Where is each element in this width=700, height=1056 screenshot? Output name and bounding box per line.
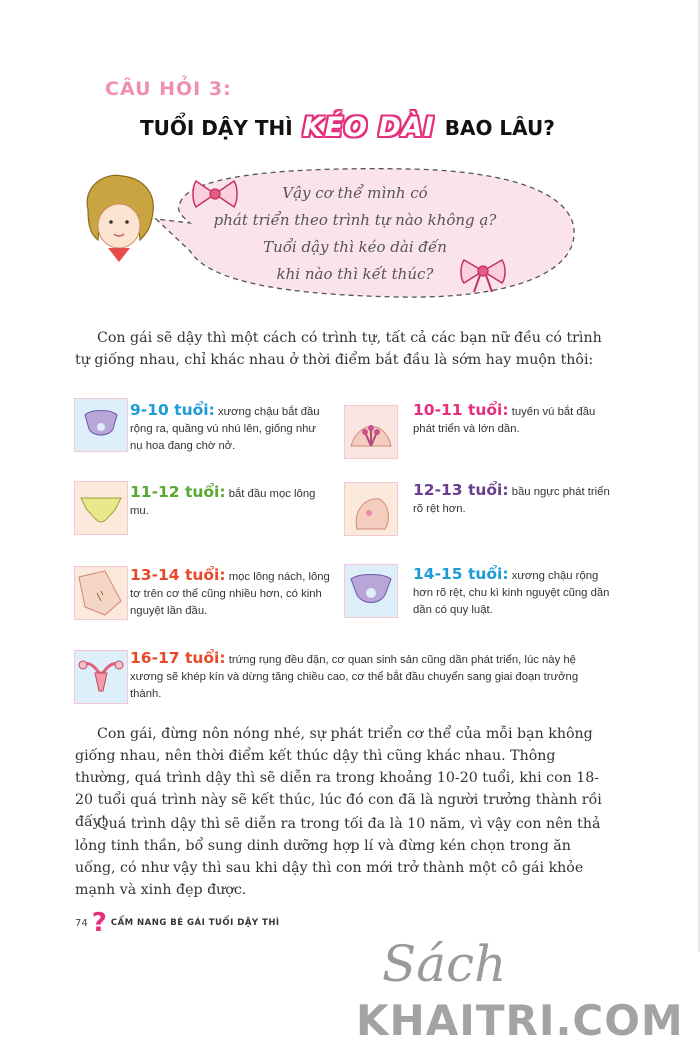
stage-age: 16-17 tuổi: xyxy=(130,649,226,667)
stage-description xyxy=(413,482,613,518)
uterus-icon xyxy=(75,651,127,703)
stage-thumbnail xyxy=(74,650,128,704)
title-part-1: TUỔI DẬY THÌ xyxy=(140,115,293,140)
bubble-text xyxy=(190,180,520,288)
stage-thumbnail xyxy=(344,482,398,536)
paragraph-2: Quá trình dậy thì sẽ diễn ra trong tối đa là 10 năm, vì vậy con nên thả lỏng tinh thần, bổ sung dinh dưỡng hợp lí và đừng kén chọn trong ăn uống, có như vậy thì sau khi dậy thì con mới trở thành một cô gái khỏe mạnh và xinh đẹp được. xyxy=(75,816,601,898)
page-footer xyxy=(75,908,280,938)
stage-age: 9-10 tuổi: xyxy=(130,401,215,419)
watermark-brand: KHAITRI.COM xyxy=(356,996,684,1045)
intro-paragraph: Con gái sẽ dậy thì một cách có trình tự, tất cả các bạn nữ đều có trình tự giống nhau, chỉ khác nhau ở thời điểm bắt đầu là sớm hay muộn thôi: xyxy=(75,330,602,368)
stage-text: bắt đầu mọc lông mu. xyxy=(130,488,316,517)
stage-thumbnail xyxy=(74,566,128,620)
stage-text: xương chậu bắt đầu rộng ra, quầng vú nhú lên, giống như nụ hoa đang chờ nở. xyxy=(130,406,320,452)
stage-thumbnail xyxy=(344,405,398,459)
stage-age: 14-15 tuổi: xyxy=(413,565,509,583)
stage-age: 12-13 tuổi: xyxy=(413,481,509,499)
stage-text: bầu ngực phát triển rõ rệt hơn. xyxy=(413,486,610,515)
stage-description xyxy=(130,402,330,455)
chest-icon xyxy=(345,483,397,535)
stage-thumbnail xyxy=(344,564,398,618)
stage-description xyxy=(130,484,330,520)
paragraph-1: Con gái, đừng nôn nóng nhé, sự phát triển cơ thể của mỗi bạn không giống nhau, nên thời điểm kết thúc dậy thì cũng khác nhau. Thông thường, quá trình dậy thì sẽ diễn ra trong khoảng 10-20 tuổi, khi con 18-20 tuổi quá trình này sẽ kết thúc, lúc đó con đã là người trưởng thành rồi đấy! xyxy=(75,726,602,830)
title-part-2: BAO LÂU? xyxy=(444,115,555,140)
question-mark-icon: ? xyxy=(91,908,107,938)
stage-age: 11-12 tuổi: xyxy=(130,483,226,501)
page-number: 74 xyxy=(75,917,88,929)
stage-age: 13-14 tuổi: xyxy=(130,566,226,584)
question-title xyxy=(140,112,555,143)
title-highlight: KÉO DÀI xyxy=(302,112,435,143)
bubble-line: Tuổi dậy thì kéo dài đến xyxy=(263,238,447,256)
stage-text: trứng rụng đều đặn, cơ quan sinh sản cũng dần phát triển, lúc này hệ xương sẽ khép kín và dừng tăng chiều cao, cơ thể bắt đầu chuyển sang giai đoạn trưởng thành. xyxy=(130,654,579,700)
stage-text: tuyến vú bắt đầu phát triển và lớn dần. xyxy=(413,406,596,435)
stage-thumbnail xyxy=(74,398,128,452)
pelvis-icon xyxy=(345,565,397,617)
stage-description xyxy=(413,566,613,619)
book-title: CẨM NANG BÉ GÁI TUỔI DẬY THÌ xyxy=(110,918,280,928)
stage-description xyxy=(413,402,613,438)
stage-thumbnail xyxy=(74,481,128,535)
armpit-icon xyxy=(75,567,127,619)
bubble-line: phát triển theo trình tự nào không ạ? xyxy=(213,211,497,229)
underwear-icon xyxy=(75,482,127,534)
stage-description xyxy=(130,567,340,620)
stage-age: 10-11 tuổi: xyxy=(413,401,509,419)
stage-text: xương chậu rộng hơn rõ rệt, chu kì kinh nguyệt cũng dần dần có quy luật. xyxy=(413,570,610,616)
bubble-line: Vậy cơ thể mình có xyxy=(282,184,428,202)
breast-gland-icon xyxy=(345,406,397,458)
watermark-script: Sách xyxy=(382,935,507,993)
pelvis-icon xyxy=(75,399,127,451)
question-kicker: CÂU HỎI 3: xyxy=(105,78,232,100)
girl-face-icon xyxy=(78,170,160,266)
stage-description xyxy=(130,650,610,703)
stage-text: mọc lông nách, lông tơ trên cơ thể cũng nhiều hơn, có kinh nguyệt lần đầu. xyxy=(130,571,330,617)
bubble-line: khi nào thì kết thúc? xyxy=(276,265,434,283)
